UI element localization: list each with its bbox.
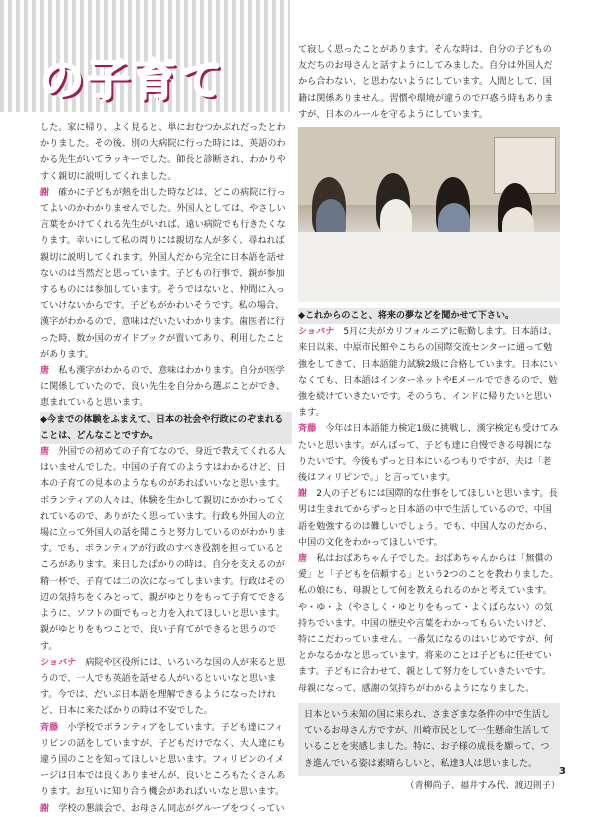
- page-title: の子育て: [40, 55, 224, 106]
- speaker-label: 謝: [298, 489, 308, 500]
- speaker-label: ショバナ: [298, 327, 335, 338]
- group-photo: [298, 127, 560, 302]
- summary-box: [298, 703, 560, 776]
- paragraph: 謝 確かに子どもが熱を出した時などは、どこの病院に行ってよいのかわかりませんでした。外国人としては、やさしい言葉をかけてくれる先生がいれば、遠い病院でも行きたくなります。幸いにして私の周りには親切な人が多く、尋ねれば親切に説明してくれます。外国人だから完全に日本語を話せないのは当然だと思っています。子どもの行事で、親が参加するものには参加しています。そうではないと、仲間に入っていけないからです。子どもがかわいそうです。私の場合、漢字がわかるので、意味はだいたいわかります。歯医者に行った時、数か国のガイドブックが置いてあり、利用したことがあります。: [40, 187, 286, 360]
- speaker-label: 謝: [40, 803, 50, 814]
- paragraph: 斉藤 今年は日本語能力検定1級に挑戦し、漢字検定も受けてみたいと思います。がんばって、子ども達に自慢できる母親になりたいです。今後もずっと日本にいるつもりですが、夫は「老後はフィリピンで。」と言っています。: [298, 424, 559, 484]
- paragraph: ショバナ 病院や区役所には、いろいろな国の人が来ると思うので、一人でも英語を話せる人がいるといいなと思います。今では、だいぶ日本語を理解できるようになったけれど、日本に来たばかりの時は不安でした。: [40, 657, 286, 717]
- paragraph: ショバナ 5月に夫がカリフォルニアに転勤します。日本語は、来日以来、中原市民館やこちらの国際交流センターに通って勉強をしてきて、日本語能力試験2級に合格しています。日本にいなくても、日本語はインターネットやEメールでできるので、勉強を続けていきたいです。そのうち、インドに帰りたいと思います。: [298, 327, 558, 419]
- paragraph: 謝 2人の子どもには国際的な仕事をしてほしいと思います。長男は生まれてからずっと日本語の中で生活しているので、中国語を勉強するのは難しいでしょう。でも、中国人なのだから、中国の文化をわかってほしいです。: [298, 489, 558, 548]
- speaker-label: ショバナ: [40, 657, 77, 668]
- paragraph: した。家に帰り、よく見ると、単におむつかぶれだったとわかりました。その後、別の大病院に行った時には、英語のわかる先生がいてラッキーでした。師長と診断され、わかりやすく親切に説明してくれました。: [40, 123, 286, 182]
- paragraph: 謝 学校の懇談会で、お母さん同志がグループをつくってい: [40, 803, 285, 814]
- speaker-label: 斉藤: [40, 722, 59, 733]
- paragraph: 唐 私はおばあちゃん子でした。おばあちゃんからは「無償の愛」と「子どもを信頼する」という2つのことを教わりました。私の娘にも、母親として何を教えられるのかと考えています。や・ゆ・よ（やさしく・ゆとりをもって・よくばらない）の気持ちでいます。中国の歴史や言葉をわかってもらいたいけど、特にこだわっていません。一番気になるのはいじめですが、何とかなるかなと思っています。将来のことは子どもに任せています。子どもに合わせて、親として努力をしていきたいです。母親になって、感謝の気持ちがわかるようになりました。: [298, 554, 559, 694]
- summary-text: 日本という未知の国に来られ、さまざまな条件の中で生活しているお母さん方ですが、川崎市民として一生懸命生活していることを実感しました。特に、お子様の成長を願って、つき進んでいる姿は素晴らしいと、私達3人は思いました。: [304, 709, 551, 769]
- left-column: [40, 120, 292, 817]
- paragraph: て寂しく思ったことがあります。そんな時は、自分の子どもの友だちのお母さんと話すようにしてみました。自分は外国人だから合わない、と思わないようにしています。人間として、国籍は関係ありません。習慣や環境が違うので戸惑う時もありますが、日本のルールを守るようにしています。: [298, 45, 554, 120]
- question-heading: ◆これからのこと、将来の夢などを聞かせて下さい。: [298, 308, 560, 324]
- paragraph: 唐 私も漢字がわかるので、意味はわかります。自分が医学に関係していたので、良い先生を自分から選ぶことができ、恵まれていると思います。: [40, 366, 285, 409]
- page-number: 3: [559, 766, 566, 777]
- right-column: [298, 42, 560, 794]
- question-heading: ◆今までの体験をふまえて、日本の社会や行政にのぞまれることは、どんなことですか。: [40, 412, 292, 444]
- speaker-label: 斉藤: [298, 424, 317, 435]
- speaker-label: 謝: [40, 187, 50, 198]
- speaker-label: 唐: [40, 366, 50, 377]
- paragraph: 斉藤 小学校でボランティアをしています。子ども達にフィリピンの話をしていますが、子どもだけでなく、大人達にも違う国のことを知ってほしいと思います。フィリピンのイメージは日本では良くありませんが、良いところもたくさんあります。お互いに知り合う機会があればいいなと思います。: [40, 722, 286, 798]
- speaker-label: 唐: [40, 447, 50, 458]
- signature: （青柳尚子、福井すみ代、渡辺則子）: [405, 780, 560, 791]
- paragraph: 唐 外国での初めての子育てなので、身近で教えてくれる人はいませんでした。中国の子育てのようすはわかるけど、日本の子育ての見本のようなものがあればいいなと思います。ボランティアの人々は、体験を生かして親切にかかわってくれているので、ありがたく思っています。行政も外国人の立場に立って外国人の話を聞こうと努力しているのがわかります。でも、ボランティアが行政のすべき役割を担っているところがあります。来日したばかりの時は、自分を支えるのが精一杯で、子育ては二の次になってしまいます。行政はその辺の気持ちをくみとって、親がゆとりをもって子育てできるように、ソフトの面でもっと力を入れてほしいと思います。親がゆとりをもつことで、良い子育てができると思うのです。: [40, 447, 286, 652]
- speaker-label: 唐: [298, 554, 308, 565]
